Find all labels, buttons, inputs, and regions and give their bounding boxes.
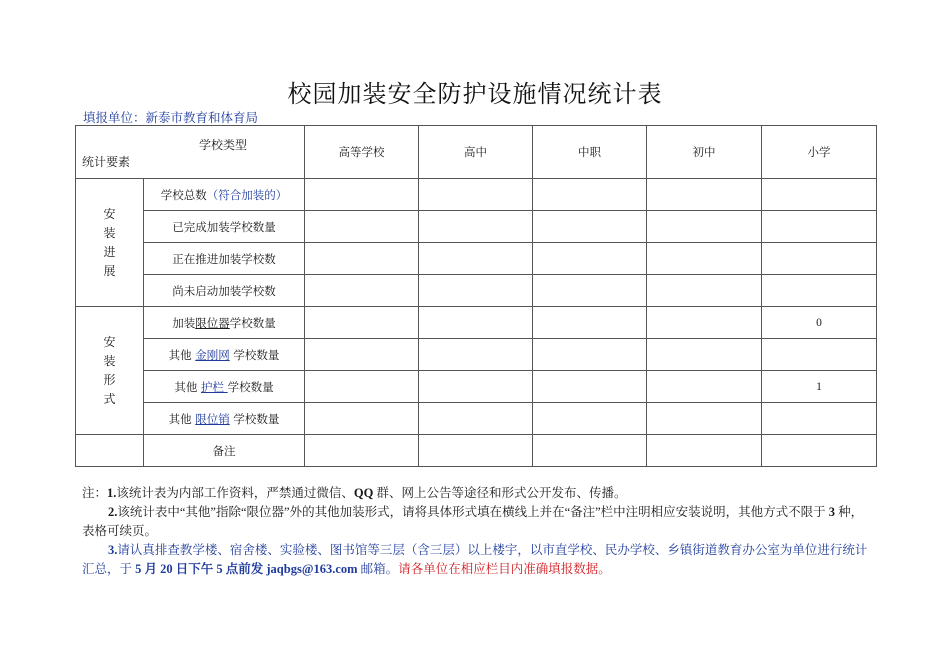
remarks-label: 备注	[144, 435, 305, 467]
data-cell[interactable]	[305, 307, 419, 339]
data-cell[interactable]	[647, 211, 762, 243]
remarks-cell[interactable]	[305, 435, 419, 467]
table-row	[76, 211, 877, 243]
row-label: 正在推进加装学校数	[144, 243, 305, 275]
table-row	[76, 371, 877, 403]
statistics-table	[75, 125, 877, 467]
data-cell[interactable]	[762, 339, 877, 371]
data-cell[interactable]	[533, 403, 647, 435]
note-2: 2.该统计表中“其他”指除“限位器”外的其他加装形式，请将具体形式填在横线上并在“备注”栏中注明相应安装说明，其他方式不限于 3 种，表格可续页。	[82, 505, 864, 538]
data-cell[interactable]	[305, 179, 419, 211]
row-label: 其他 护栏 学校数量	[144, 371, 305, 403]
data-cell[interactable]	[647, 275, 762, 307]
data-cell[interactable]	[762, 211, 877, 243]
row-label: 尚未启动加装学校数	[144, 275, 305, 307]
data-cell[interactable]	[647, 403, 762, 435]
data-cell[interactable]	[647, 371, 762, 403]
row-label: 加装限位器学校数量	[144, 307, 305, 339]
column-header-university: 高等学校	[305, 126, 419, 179]
data-cell[interactable]	[305, 275, 419, 307]
data-cell[interactable]	[533, 275, 647, 307]
column-header-high-school: 高中	[419, 126, 533, 179]
data-cell[interactable]	[533, 371, 647, 403]
data-cell[interactable]	[762, 275, 877, 307]
data-cell[interactable]	[419, 307, 533, 339]
note-1: 注：1.该统计表为内部工作资料，严禁通过微信、QQ 群、网上公告等途径和形式公开发布、传播。	[82, 486, 627, 500]
page-title: 校园加装安全防护设施情况统计表	[287, 80, 663, 108]
data-cell[interactable]	[305, 339, 419, 371]
data-cell[interactable]	[533, 179, 647, 211]
data-cell[interactable]	[533, 307, 647, 339]
school-type-label: 学校类型	[199, 138, 248, 152]
stat-items-label: 统计要素	[82, 155, 131, 169]
group-label-install-form: 安 装 形 式	[76, 307, 144, 435]
data-cell[interactable]	[762, 179, 877, 211]
remarks-blank-cell	[76, 435, 144, 467]
remarks-cell[interactable]	[419, 435, 533, 467]
diagonal-header-cell	[76, 126, 305, 179]
row-label: 已完成加装学校数量	[144, 211, 305, 243]
data-cell[interactable]	[647, 243, 762, 275]
remarks-cell[interactable]	[762, 435, 877, 467]
reporting-unit: 填报单位：新泰市教育和体育局	[83, 110, 259, 125]
data-cell[interactable]	[419, 403, 533, 435]
data-cell[interactable]	[533, 339, 647, 371]
table-row	[76, 179, 877, 211]
data-cell[interactable]	[647, 307, 762, 339]
table-row	[76, 243, 877, 275]
data-cell[interactable]	[419, 243, 533, 275]
table-header-row	[76, 126, 877, 179]
data-cell[interactable]: 0	[762, 307, 877, 339]
row-label: 其他 限位销 学校数量	[144, 403, 305, 435]
data-cell[interactable]	[762, 243, 877, 275]
remarks-cell[interactable]	[647, 435, 762, 467]
data-cell[interactable]	[533, 243, 647, 275]
table-row-remarks	[76, 435, 877, 467]
data-cell[interactable]	[305, 371, 419, 403]
data-cell[interactable]	[419, 339, 533, 371]
data-cell[interactable]	[647, 339, 762, 371]
note-3: 3.请认真排查教学楼、宿舍楼、实验楼、图书馆等三层（含三层）以上楼宇，以市直学校、民办学校、乡镇街道教育办公室为单位进行统计汇总，于 5 月 20 日下午 5 点前发 jaqbgs@163.com 邮箱。请各单位在相应栏目内准确填报数据。	[82, 543, 868, 576]
table-row	[76, 307, 877, 339]
table-row	[76, 339, 877, 371]
row-label: 学校总数（符合加装的）	[144, 179, 305, 211]
data-cell[interactable]	[305, 243, 419, 275]
data-cell[interactable]	[419, 179, 533, 211]
data-cell[interactable]	[419, 371, 533, 403]
data-cell[interactable]	[305, 211, 419, 243]
notes-section	[82, 484, 872, 579]
data-cell[interactable]	[305, 403, 419, 435]
table-row	[76, 403, 877, 435]
column-header-junior-high: 初中	[647, 126, 762, 179]
data-cell[interactable]	[533, 211, 647, 243]
table-row	[76, 275, 877, 307]
data-cell[interactable]	[647, 179, 762, 211]
column-header-primary: 小学	[762, 126, 877, 179]
column-header-vocational: 中职	[533, 126, 647, 179]
row-label: 其他 金刚网 学校数量	[144, 339, 305, 371]
data-cell[interactable]	[419, 275, 533, 307]
data-cell[interactable]	[762, 403, 877, 435]
data-cell[interactable]: 1	[762, 371, 877, 403]
group-label-install-progress: 安 装 进 展	[76, 179, 144, 307]
remarks-cell[interactable]	[533, 435, 647, 467]
data-cell[interactable]	[419, 211, 533, 243]
